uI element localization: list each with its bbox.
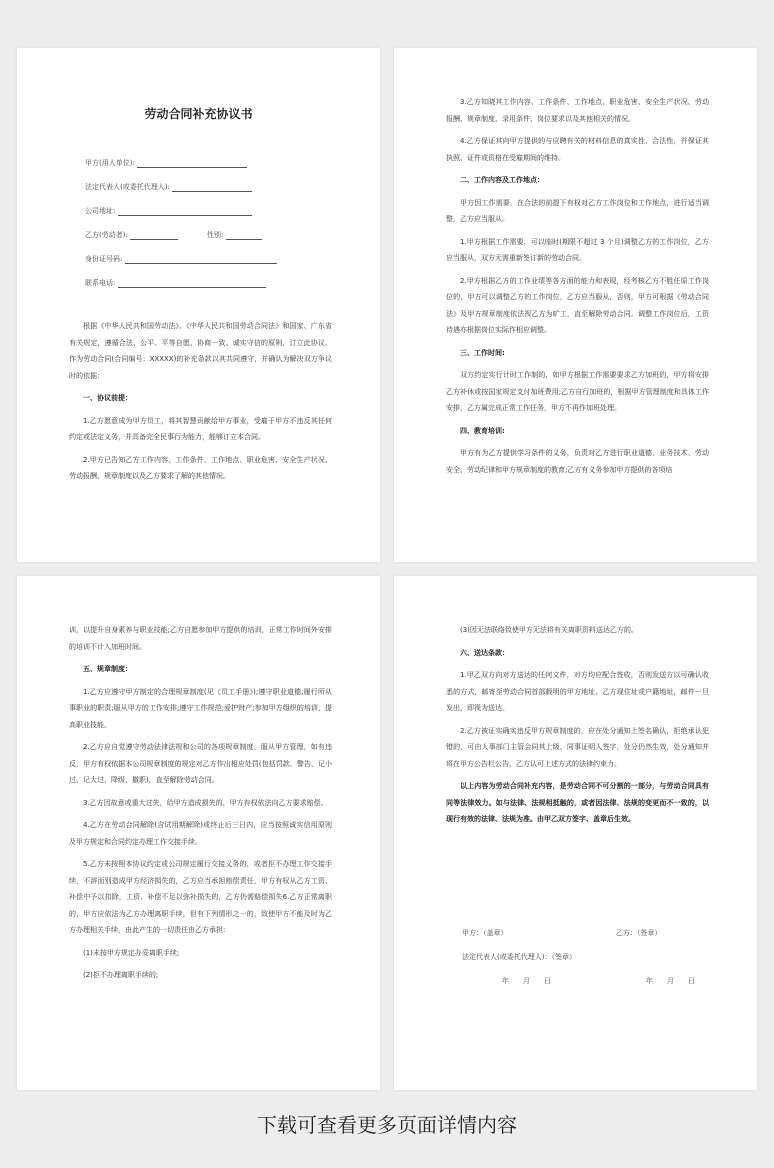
section-2-heading: 二、工作内容及工作地点： (460, 176, 544, 184)
section-4-heading: 四、教育培训: (460, 426, 505, 435)
party-a-blank (137, 160, 247, 168)
document-page-2 (394, 48, 757, 562)
party-b-label: 乙方(劳动者): (85, 231, 128, 239)
party-b-field (85, 230, 178, 240)
gender-label: 性别: (207, 231, 224, 239)
page-3-body (69, 622, 332, 984)
party-b-signature: 乙方：（签章） (616, 929, 662, 937)
party-b-blank (130, 232, 178, 240)
page-4-body (446, 622, 709, 828)
section-5-item-2: 2.乙方应自觉遵守劳动法律法规和公司的各项规章制度，服从甲方管理，如有违反，甲方有权依据本公司规章制度的规定对乙方作出相应处罚(包括罚款、警告、记小过、记大过、降级、撤职)，直至解除劳动合同。 (69, 743, 332, 784)
legal-rep-field (85, 182, 252, 192)
section-5-sub-item-2: (2)拒不办理离职手续的; (83, 971, 159, 979)
party-a-signature: 甲方：（盖章） (462, 929, 508, 937)
page-1-body (69, 318, 332, 485)
section-3-heading: 三、工作时间: (460, 348, 505, 357)
gender-blank (226, 232, 262, 240)
section-4-continuation: 训，以提升自身素养与职业技能;乙方自愿参加甲方提供的培训，正常工作时间外安排的培训不计入加班时间。 (69, 626, 332, 651)
phone-blank (118, 280, 266, 288)
document-page-1 (17, 48, 380, 562)
section-5-item-5: 5.乙方未按照本协议约定或公司规定履行交接义务的，或者拒不办理工作交接手续，不辞而别造成甲方经济损失的，乙方应当承担赔偿责任，甲方有权从乙方工资、补偿中予以扣除，工资、补偿不足以弥补损失的，乙方仍需赔偿损失6.乙方正常离职的，甲方应依法为乙方办理离职手续，但有下列情形之一的，致使甲方不能及时为乙方办理相关手续，由此产生的一切责任由乙方承担: (69, 860, 332, 934)
section-3-paragraph: 双方约定实行计时工作制的，如甲方根据工作需要要求乙方加班的，甲方将安排乙方补休或按国家规定支付加班费用;乙方自行加班的，根据甲方管理制度和具体工作安排，乙方属完成正常工作任务，甲方不再作加班处理。 (446, 371, 709, 412)
party-a-field (85, 158, 247, 168)
section-1-item-1: 1.乙方愿意成为甲方员工，将其智慧贡献给甲方事业，受雇于甲方不违反其任何约定或法定义务，并具备完全民事行为能力，能够订立本合同。 (69, 416, 332, 441)
section-5-sub-item-3: (3)因无法联络致使甲方无法将有关离职资料送达乙方的。 (460, 626, 638, 634)
section-6-item-1: 1.甲乙双方向对方送达的任何文件，对方均应配合签收，否则发送方以可确认收悉的方式，邮寄至劳动合同首部载明的甲方地址、乙方现住址或户籍地址，邮件一旦发出，即视为送达。 (446, 671, 709, 712)
id-number-label: 身份证号码: (85, 255, 123, 263)
party-a-date: 年 月 日 (502, 977, 551, 985)
section-5-item-3: 3.乙方因故意或重大过失，给甲方造成损失的，甲方有权依法向乙方要求赔偿。 (83, 798, 328, 807)
legal-rep-blank (172, 184, 252, 192)
page-2-body (446, 94, 709, 478)
section-2-intro: 甲方因工作需要，在合法的前提下有权对乙方工作岗位和工作地点，进行适当调整，乙方应当服从。 (446, 198, 709, 223)
section-1-item-3: 3.乙方知晓其工作内容、工作条件、工作地点、职业危害、安全生产状况、劳动报酬、规章制度、录用条件、岗位要求以及其他相关的情况。 (446, 98, 709, 123)
document-title: 劳动合同补充协议书 (144, 107, 253, 121)
document-page-4 (394, 576, 757, 1090)
id-number-field (85, 254, 277, 264)
section-5-heading: 五、规章制度： (83, 665, 132, 673)
phone-field (85, 278, 266, 288)
section-5-sub-item-1: (1)未按甲方规定办妥离职手续; (83, 948, 180, 957)
section-1-item-2: 2.甲方已告知乙方工作内容、工作条件、工作地点、职业危害、安全生产状况、劳动报酬、规章制度以及乙方要求了解的其他情况。 (69, 455, 332, 480)
company-address-field (85, 206, 252, 216)
id-number-blank (125, 256, 277, 264)
download-caption: 下载可查看更多页面详情内容 (257, 1113, 517, 1137)
section-2-item-2: 2.甲方根据乙方的工作业绩等各方面的能力和表现，经考核乙方不胜任原工作岗位的，甲方可以调整乙方的工作岗位，乙方应当服从，否则，甲方可根据《劳动合同法》及甲方规章制度依法视乙方为旷工，直至解除劳动合同。调整工作岗位后，工资待遇亦根据岗位实际作相应调整。 (446, 276, 709, 334)
gender-field (207, 230, 262, 240)
closing-statement: 以上内容为劳动合同补充内容，是劳动合同不可分割的一部分，与劳动合同具有同等法律效力。如与法律、法规相抵触的，或者因法律、法规的变更而不一致的，以现行有效的法律、法规为准。由甲乙双方签字、盖章后生效。 (446, 782, 709, 823)
phone-label: 联系电话: (85, 279, 116, 287)
section-4-paragraph: 甲方有为乙方提供学习条件的义务，负责对乙方进行职业道德、业务技术、劳动安全、劳动纪律和甲方规章制度的教育;乙方有义务参加甲方提供的各项培 (446, 449, 709, 474)
company-address-label: 公司地址: (85, 207, 116, 215)
section-6-item-2: 2.乙方被证实确实违反甲方规章制度的，应在处分通知上签名确认，拒绝承认犯错的，可由人事部门主管会同其上级、同事证明人签字，处分仍然生效，处分通知并将在甲方公告栏公告，乙方认可上述方式的法律约束力。 (446, 726, 709, 768)
legal-rep-signature: 法定代表人(或委托代理人)：（签章） (462, 953, 576, 961)
intro-paragraph: 根据《中华人民共和国劳动法》、《中华人民共和国劳动合同法》和国家、广东省有关规定，遵循合法、公平、平等自愿、协商一致、诚实守信的原则，订立此协议，作为劳动合同(合同编号：XXXXX)的补充条款以其共同遵守，并确认为解决双方争议时的依据： (69, 322, 332, 380)
party-a-label: 甲方(用人单位): (85, 159, 135, 167)
section-1-heading: 一、协议前提： (83, 394, 132, 402)
section-1-item-4: 4.乙方保证其向甲方提供的与应聘有关的材料信息的真实性、合法性，并保证其执照、证件或资格在受雇期间的维持。 (446, 137, 709, 162)
legal-rep-label: 法定代表人(或委托代理人): (85, 183, 170, 191)
section-5-item-4: 4.乙方在劳动合同解除(含试用期解除)或终止后三日内，应当按照诚实信用原则及甲方规定和合同约定办理工作交接手续。 (69, 821, 332, 846)
section-5-item-1: 1.乙方应遵守甲方制定的合理规章制度(见《员工手册》);遵守职业道德;履行所从事职业的职责;服从甲方的工作安排;遵守工作规范;爱护财产;参加甲方组织的培训，提高职业技能。 (69, 687, 332, 729)
document-page-3 (17, 576, 380, 1090)
section-2-item-1: 1.甲方根据工作需要，可以临时(期限不超过 3 个月)调整乙方的工作岗位，乙方应当服从，双方无需重新签订新的劳动合同。 (446, 237, 709, 262)
section-6-heading: 六、送达条款： (460, 648, 509, 657)
company-address-blank (118, 208, 252, 216)
party-b-date: 年 月 日 (646, 977, 695, 985)
